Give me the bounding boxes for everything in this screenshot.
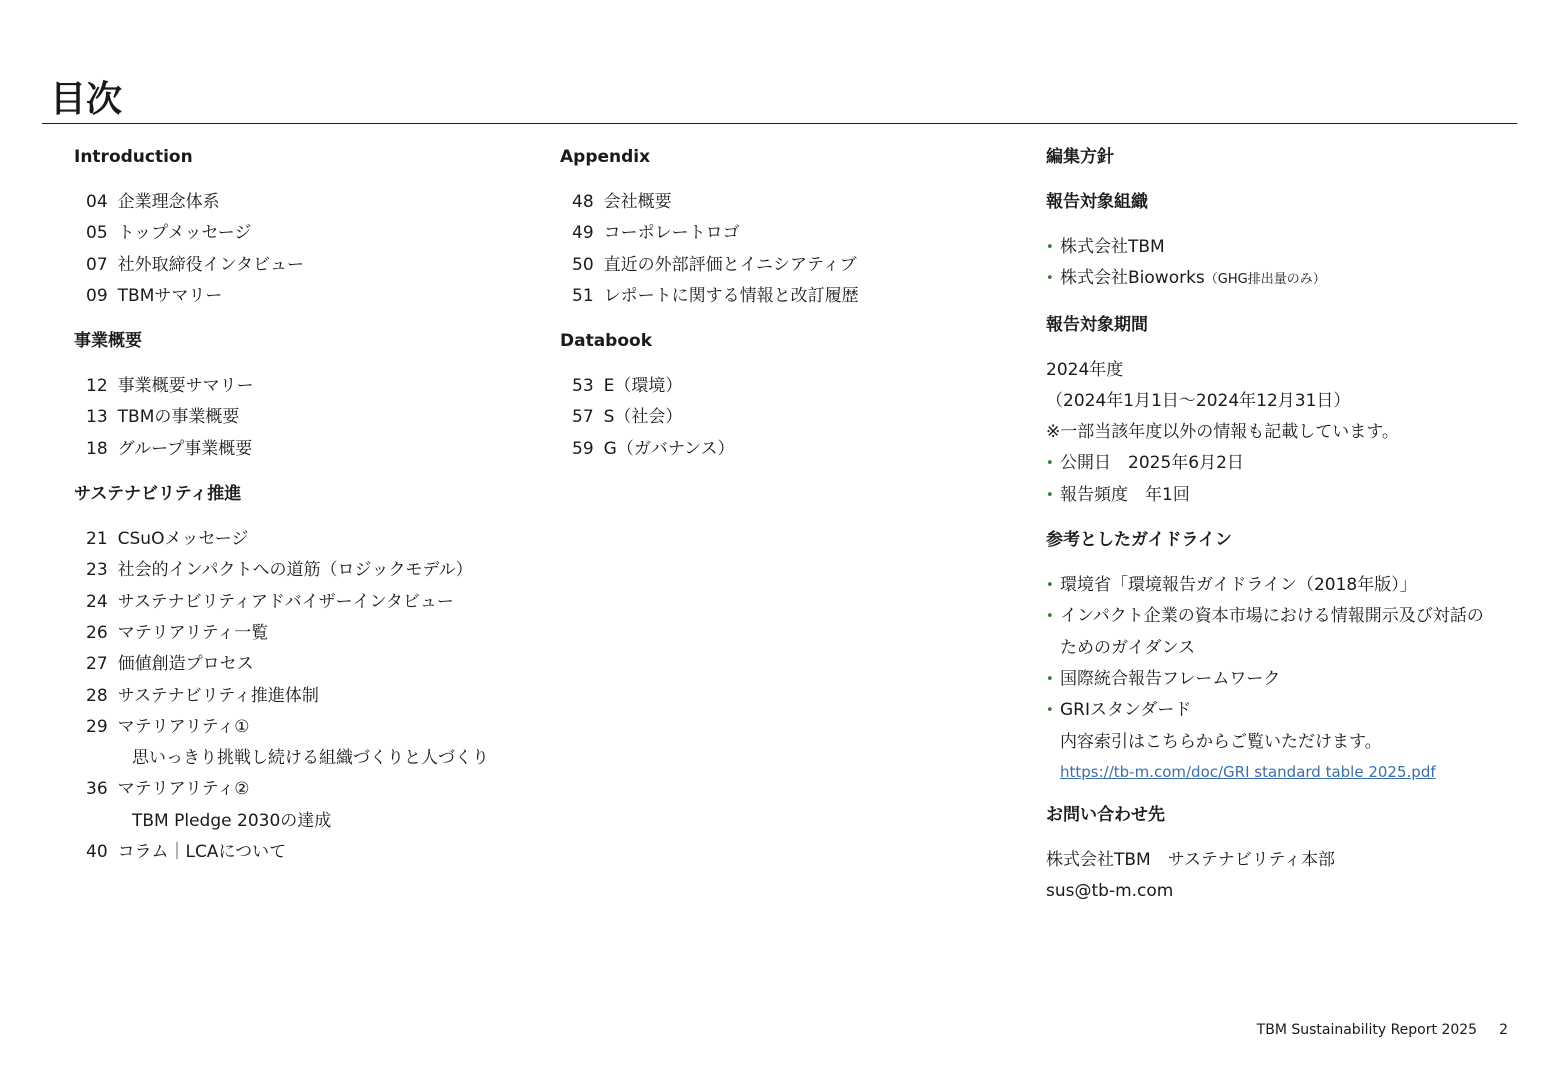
page-number: 57 (572, 407, 594, 428)
toc-item-label: サステナビリティアドバイザーインタビュー (117, 591, 454, 612)
toc-item-label: 事業概要サマリー (117, 376, 254, 397)
toc-item-label: コラム｜LCAについて (117, 842, 287, 863)
toc-item[interactable] (560, 250, 1000, 281)
page-number: 49 (572, 223, 594, 244)
list-item (1046, 263, 1516, 295)
page-number: 48 (572, 192, 594, 212)
toc-column-left (74, 142, 514, 868)
toc-item-label: コーポレートロゴ (603, 223, 740, 244)
toc-item[interactable] (74, 371, 514, 402)
toc-item-label: トップメッセージ (117, 223, 252, 244)
toc-item[interactable] (560, 402, 1000, 433)
page-number: 09 (86, 285, 108, 306)
toc-item-label: 社外取締役インタビュー (117, 254, 304, 275)
page-number: 04 (86, 192, 108, 212)
list-item (1046, 570, 1516, 601)
toc-item[interactable] (74, 187, 514, 218)
toc-item[interactable] (74, 281, 514, 312)
contact-department: 株式会社TBM サステナビリティ本部 (1046, 849, 1335, 870)
reporting-period-heading: 報告対象期間 (1046, 314, 1148, 335)
page-number: 36 (86, 779, 108, 800)
toc-item-label: レポートに関する情報と改訂履歴 (603, 285, 859, 306)
list-item (1046, 448, 1516, 479)
page-number: 23 (86, 560, 108, 581)
toc-item[interactable] (74, 712, 514, 743)
toc-item-label: 会社概要 (603, 192, 672, 212)
page-number: 50 (572, 254, 594, 275)
bullet-icon: • (1046, 487, 1054, 503)
bullet-icon: • (1046, 240, 1054, 255)
list-item (1046, 601, 1516, 632)
list-item (1046, 232, 1516, 263)
gri-index-note: 内容索引はこちらからご覧いただけます。 (1060, 731, 1382, 752)
guideline-name: 環境省「環境報告ガイドライン（2018年版）」 (1060, 575, 1417, 596)
toc-item-subtitle[interactable] (74, 743, 514, 774)
bullet-icon: • (1046, 456, 1054, 472)
page-number: 27 (86, 654, 108, 675)
bullet-icon: • (1046, 271, 1054, 287)
toc-item-label: サステナビリティ推進体制 (117, 685, 319, 706)
bullet-icon: • (1046, 671, 1054, 687)
period-range: （2024年1月1日～2024年12月31日） (1046, 390, 1351, 411)
report-frequency: 報告頻度 年1回 (1060, 484, 1190, 505)
editorial-policy-column (1046, 142, 1516, 907)
toc-item-label: G（ガバナンス） (603, 438, 735, 459)
page-footer (1257, 1022, 1508, 1038)
toc-item-label: TBMの事業概要 (117, 407, 240, 428)
period-fiscal-year: 2024年度 (1046, 359, 1124, 380)
toc-item-label: 企業理念体系 (117, 192, 220, 212)
toc-column-middle (560, 142, 1000, 465)
toc-item[interactable] (74, 774, 514, 805)
list-item (1046, 664, 1516, 695)
org-name: 株式会社Bioworks (1060, 268, 1205, 289)
page-number: 05 (86, 223, 108, 244)
toc-item-label: 社会的インパクトへの道筋（ロジックモデル） (117, 560, 473, 581)
page-number: 28 (86, 685, 108, 706)
toc-item[interactable] (560, 187, 1000, 218)
period-note: ※一部当該年度以外の情報も記載しています。 (1046, 422, 1399, 443)
toc-item[interactable] (560, 281, 1000, 312)
page-number: 40 (86, 842, 108, 863)
toc-item[interactable] (74, 218, 514, 249)
toc-item-label: マテリアリティ① (117, 716, 250, 737)
toc-item[interactable] (560, 218, 1000, 249)
page-number: 51 (572, 285, 594, 306)
page-number: 29 (86, 716, 108, 737)
toc-item-label: TBMサマリー (117, 285, 223, 306)
guideline-name: GRIスタンダード (1060, 700, 1192, 721)
contact-email[interactable]: sus@tb-m.com (1046, 881, 1174, 902)
report-name: TBM Sustainability Report 2025 (1256, 1022, 1478, 1038)
page-number: 13 (86, 407, 108, 428)
org-name: 株式会社TBM (1060, 237, 1165, 257)
toc-item[interactable] (74, 402, 514, 433)
contact-heading: お問い合わせ先 (1046, 804, 1165, 825)
toc-item[interactable] (74, 837, 514, 868)
publication-date: 公開日 2025年6月2日 (1060, 453, 1244, 474)
page-number: 24 (86, 591, 108, 612)
toc-item[interactable] (74, 434, 514, 465)
toc-item-label: E（環境） (603, 376, 683, 397)
bullet-icon: • (1046, 609, 1054, 625)
guideline-name: インパクト企業の資本市場における情報開示及び対話の (1060, 606, 1484, 627)
toc-item[interactable] (74, 587, 514, 618)
page-number: 59 (572, 438, 594, 459)
page-number: 21 (86, 529, 108, 550)
toc-item[interactable] (560, 434, 1000, 465)
section-heading-introduction: Introduction (74, 147, 193, 167)
toc-item-label: 価値創造プロセス (117, 654, 254, 675)
toc-item[interactable] (74, 649, 514, 680)
page-number: 53 (572, 376, 594, 397)
reporting-organization-heading: 報告対象組織 (1046, 192, 1148, 212)
toc-item-label: CSuOメッセージ (117, 529, 249, 550)
toc-item-label: S（社会） (603, 407, 683, 428)
toc-item[interactable] (74, 618, 514, 649)
editorial-policy-heading: 編集方針 (1046, 147, 1114, 167)
list-item (1046, 480, 1516, 511)
guideline-name-continued: ためのガイダンス (1060, 637, 1196, 658)
toc-item[interactable] (560, 371, 1000, 402)
toc-item-subtitle[interactable] (74, 806, 514, 837)
page-number: 07 (86, 254, 108, 275)
page-number: 2 (1499, 1022, 1508, 1038)
toc-item[interactable] (74, 681, 514, 712)
section-heading-databook: Databook (560, 331, 653, 352)
gri-index-link[interactable]: https://tb-m.com/doc/GRI standard table 2025.pdf (1060, 762, 1436, 781)
toc-item-label: TBM Pledge 2030の達成 (132, 810, 332, 831)
guideline-name: 国際統合報告フレームワーク (1060, 668, 1281, 689)
title-divider (42, 123, 1517, 124)
section-heading-appendix: Appendix (560, 147, 651, 167)
toc-item[interactable] (74, 555, 514, 586)
org-note: （GHG排出量のみ） (1204, 272, 1326, 288)
section-heading-sustainability: サステナビリティ推進 (74, 484, 242, 505)
toc-item[interactable] (74, 524, 514, 555)
toc-item-label: マテリアリティ② (117, 779, 250, 800)
toc-item-label: グループ事業概要 (117, 438, 253, 459)
toc-item-label: 直近の外部評価とイニシアティブ (603, 254, 857, 275)
toc-item-label: 思いっきり挑戦し続ける組織づくりと人づくり (132, 748, 489, 769)
guidelines-heading: 参考としたガイドライン (1046, 530, 1232, 551)
toc-item[interactable] (74, 250, 514, 281)
bullet-icon: • (1046, 703, 1054, 719)
bullet-icon: • (1046, 578, 1054, 594)
page-number: 12 (86, 376, 108, 397)
list-item (1046, 695, 1516, 726)
page-number: 18 (86, 438, 108, 459)
section-heading-business-overview: 事業概要 (74, 331, 142, 352)
page-title: 目次 (50, 79, 123, 120)
toc-item-label: マテリアリティ一覧 (117, 622, 269, 643)
page-number: 26 (86, 622, 108, 643)
